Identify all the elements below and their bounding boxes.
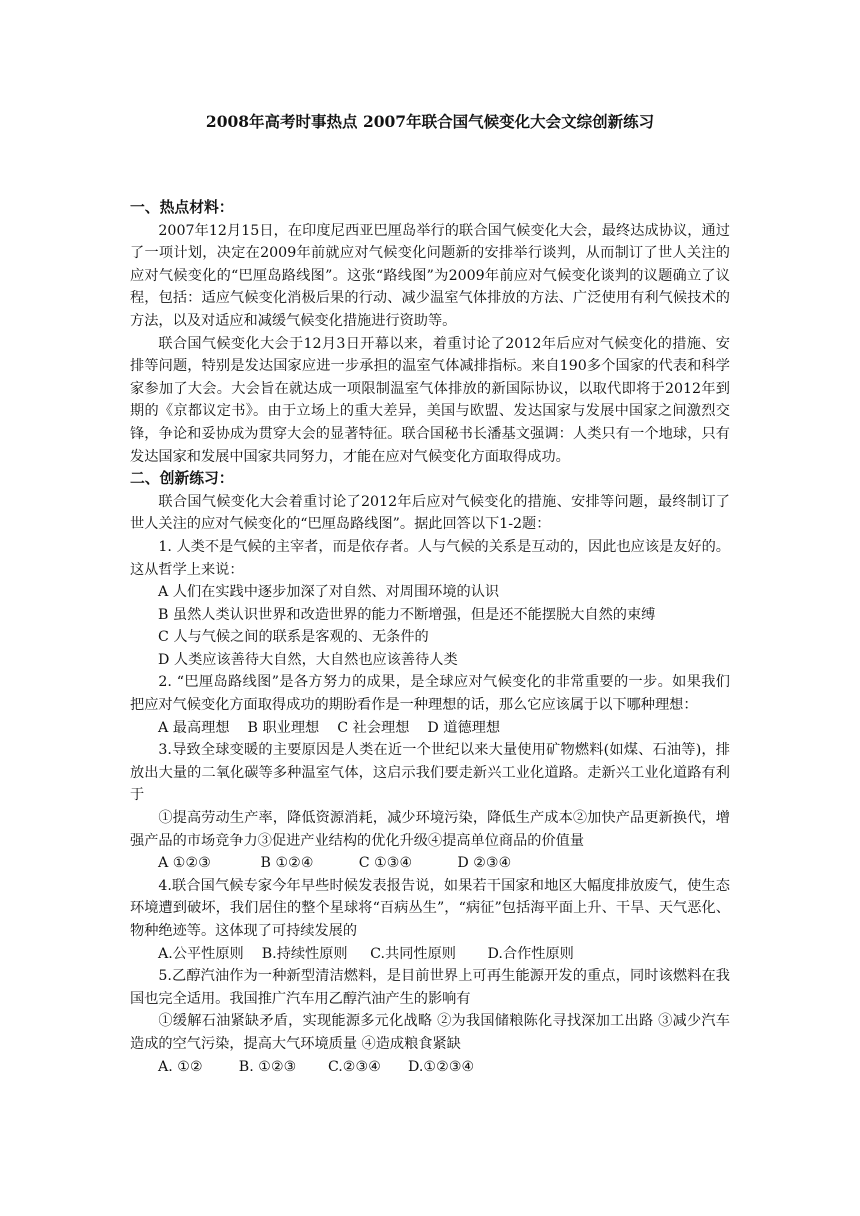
question-5-options: A. ①② B. ①②③ C.②③④ D.①②③④ xyxy=(158,1058,475,1075)
question-5-statements: ①缓解石油紧缺矛盾，实现能源多元化战略 ②为我国储粮陈化寻找深加工出路 ③减少汽车造成的空气污染，提高大气环境质量 ④造成粮食紧缺 xyxy=(130,1013,730,1052)
document-title: 2008年高考时事热点 2007年联合国气候变化大会文综创新练习 xyxy=(205,112,655,131)
question-4-stem: 4.联合国气候专家今年早些时候发表报告说，如果若干国家和地区大幅度排放废气，使生态环境遭到破坏，我们居住的整个星球将“百病丛生”，“病征”包括海平面上升、干旱、天气恶化、物种绝迹等。这体现了可持续发展的 xyxy=(130,877,730,939)
question-1-option-b: B 虽然人类认识世界和改造世界的能力不断增强，但是还不能摆脱大自然的束缚 xyxy=(158,606,656,623)
document-body xyxy=(130,197,730,1078)
exercise-intro: 联合国气候变化大会着重讨论了2012年后应对气候变化的措施、安排等问题，最终制订了世人关注的应对气候变化的“巴厘岛路线图”。据此回答以下1-2题： xyxy=(130,493,730,533)
material-paragraph-2: 联合国气候变化大会于12月3日开幕以来，着重讨论了2012年后应对气候变化的措施、安排等问题，特别是发达国家应进一步承担的温室气体减排指标。来自190多个国家的代表和科学家参加了大会。大会旨在就达成一项限制温室气体排放的新国际协议，以取代即将于2012年到期的《京都议定书》。由于立场上的重大差异，美国与欧盟、发达国家与发展中国家之间激烈交锋，争论和妥协成为贯穿大会的显著特征。联合国秘书长潘基文强调：人类只有一个地球，只有发达国家和发展中国家共同努力，才能在应对气候变化方面取得成功。 xyxy=(130,335,730,465)
section-heading-materials: 一、热点材料： xyxy=(130,199,234,216)
question-1-option-d: D 人类应该善待大自然，大自然也应该善待人类 xyxy=(158,651,458,668)
question-3-statements: ①提高劳动生产率，降低资源消耗，减少环境污染，降低生产成本②加快产品更新换代，增强产品的市场竞争力③促进产业结构的优化升级④提高单位商品的价值量 xyxy=(130,810,730,849)
question-3-options: A ①②③ B ①②④ C ①③④ D ②③④ xyxy=(158,855,512,872)
question-1-option-a: A 人们在实践中逐步加深了对自然、对周围环境的认识 xyxy=(158,584,500,601)
question-3-stem: 3.导致全球变暖的主要原因是人类在近一个世纪以来大量使用矿物燃料(如煤、石油等)，排放出大量的二氧化碳等多种温室气体，这启示我们要走新兴工业化道路。走新兴工业化道路有利于 xyxy=(130,742,730,804)
question-2-stem: 2. “巴厘岛路线图”是各方努力的成果，是全球应对气候变化的非常重要的一步。如果我们把应对气候变化方面取得成功的期盼看作是一种理想的话，那么它应该属于以下哪种理想： xyxy=(130,674,730,714)
question-1-stem: 1. 人类不是气候的主宰者，而是依存者。人与气候的关系是互动的，因此也应该是友好的。这从哲学上来说： xyxy=(130,538,730,578)
section-heading-exercises: 二、创新练习： xyxy=(130,470,234,488)
question-5-stem: 5.乙醇汽油作为一种新型清洁燃料，是目前世界上可再生能源开发的重点，同时该燃料在我国也完全适用。我国推广汽车用乙醇汽油产生的影响有 xyxy=(130,968,730,1007)
question-2-options: A 最高理想 B 职业理想 C 社会理想 D 道德理想 xyxy=(158,719,501,736)
material-paragraph-1: 2007年12月15日，在印度尼西亚巴厘岛举行的联合国气候变化大会，最终达成协议，通过了一项计划，决定在2009年前就应对气候变化问题新的安排举行谈判，从而制订了世人关注的应对气候变化的“巴厘岛路线图”。这张“路线图”为2009年前应对气候变化谈判的议题确立了议程，包括：适应气候变化消极后果的行动、减少温室气体排放的方法、广泛使用有利气候技术的方法，以及对适应和减缓气候变化措施进行资助等。 xyxy=(130,222,730,329)
question-1-option-c: C 人与气候之间的联系是客观的、无条件的 xyxy=(158,629,429,646)
question-4-options: A.公平性原则 B.持续性原则 C.共同性原则 D.合作性原则 xyxy=(158,945,574,962)
